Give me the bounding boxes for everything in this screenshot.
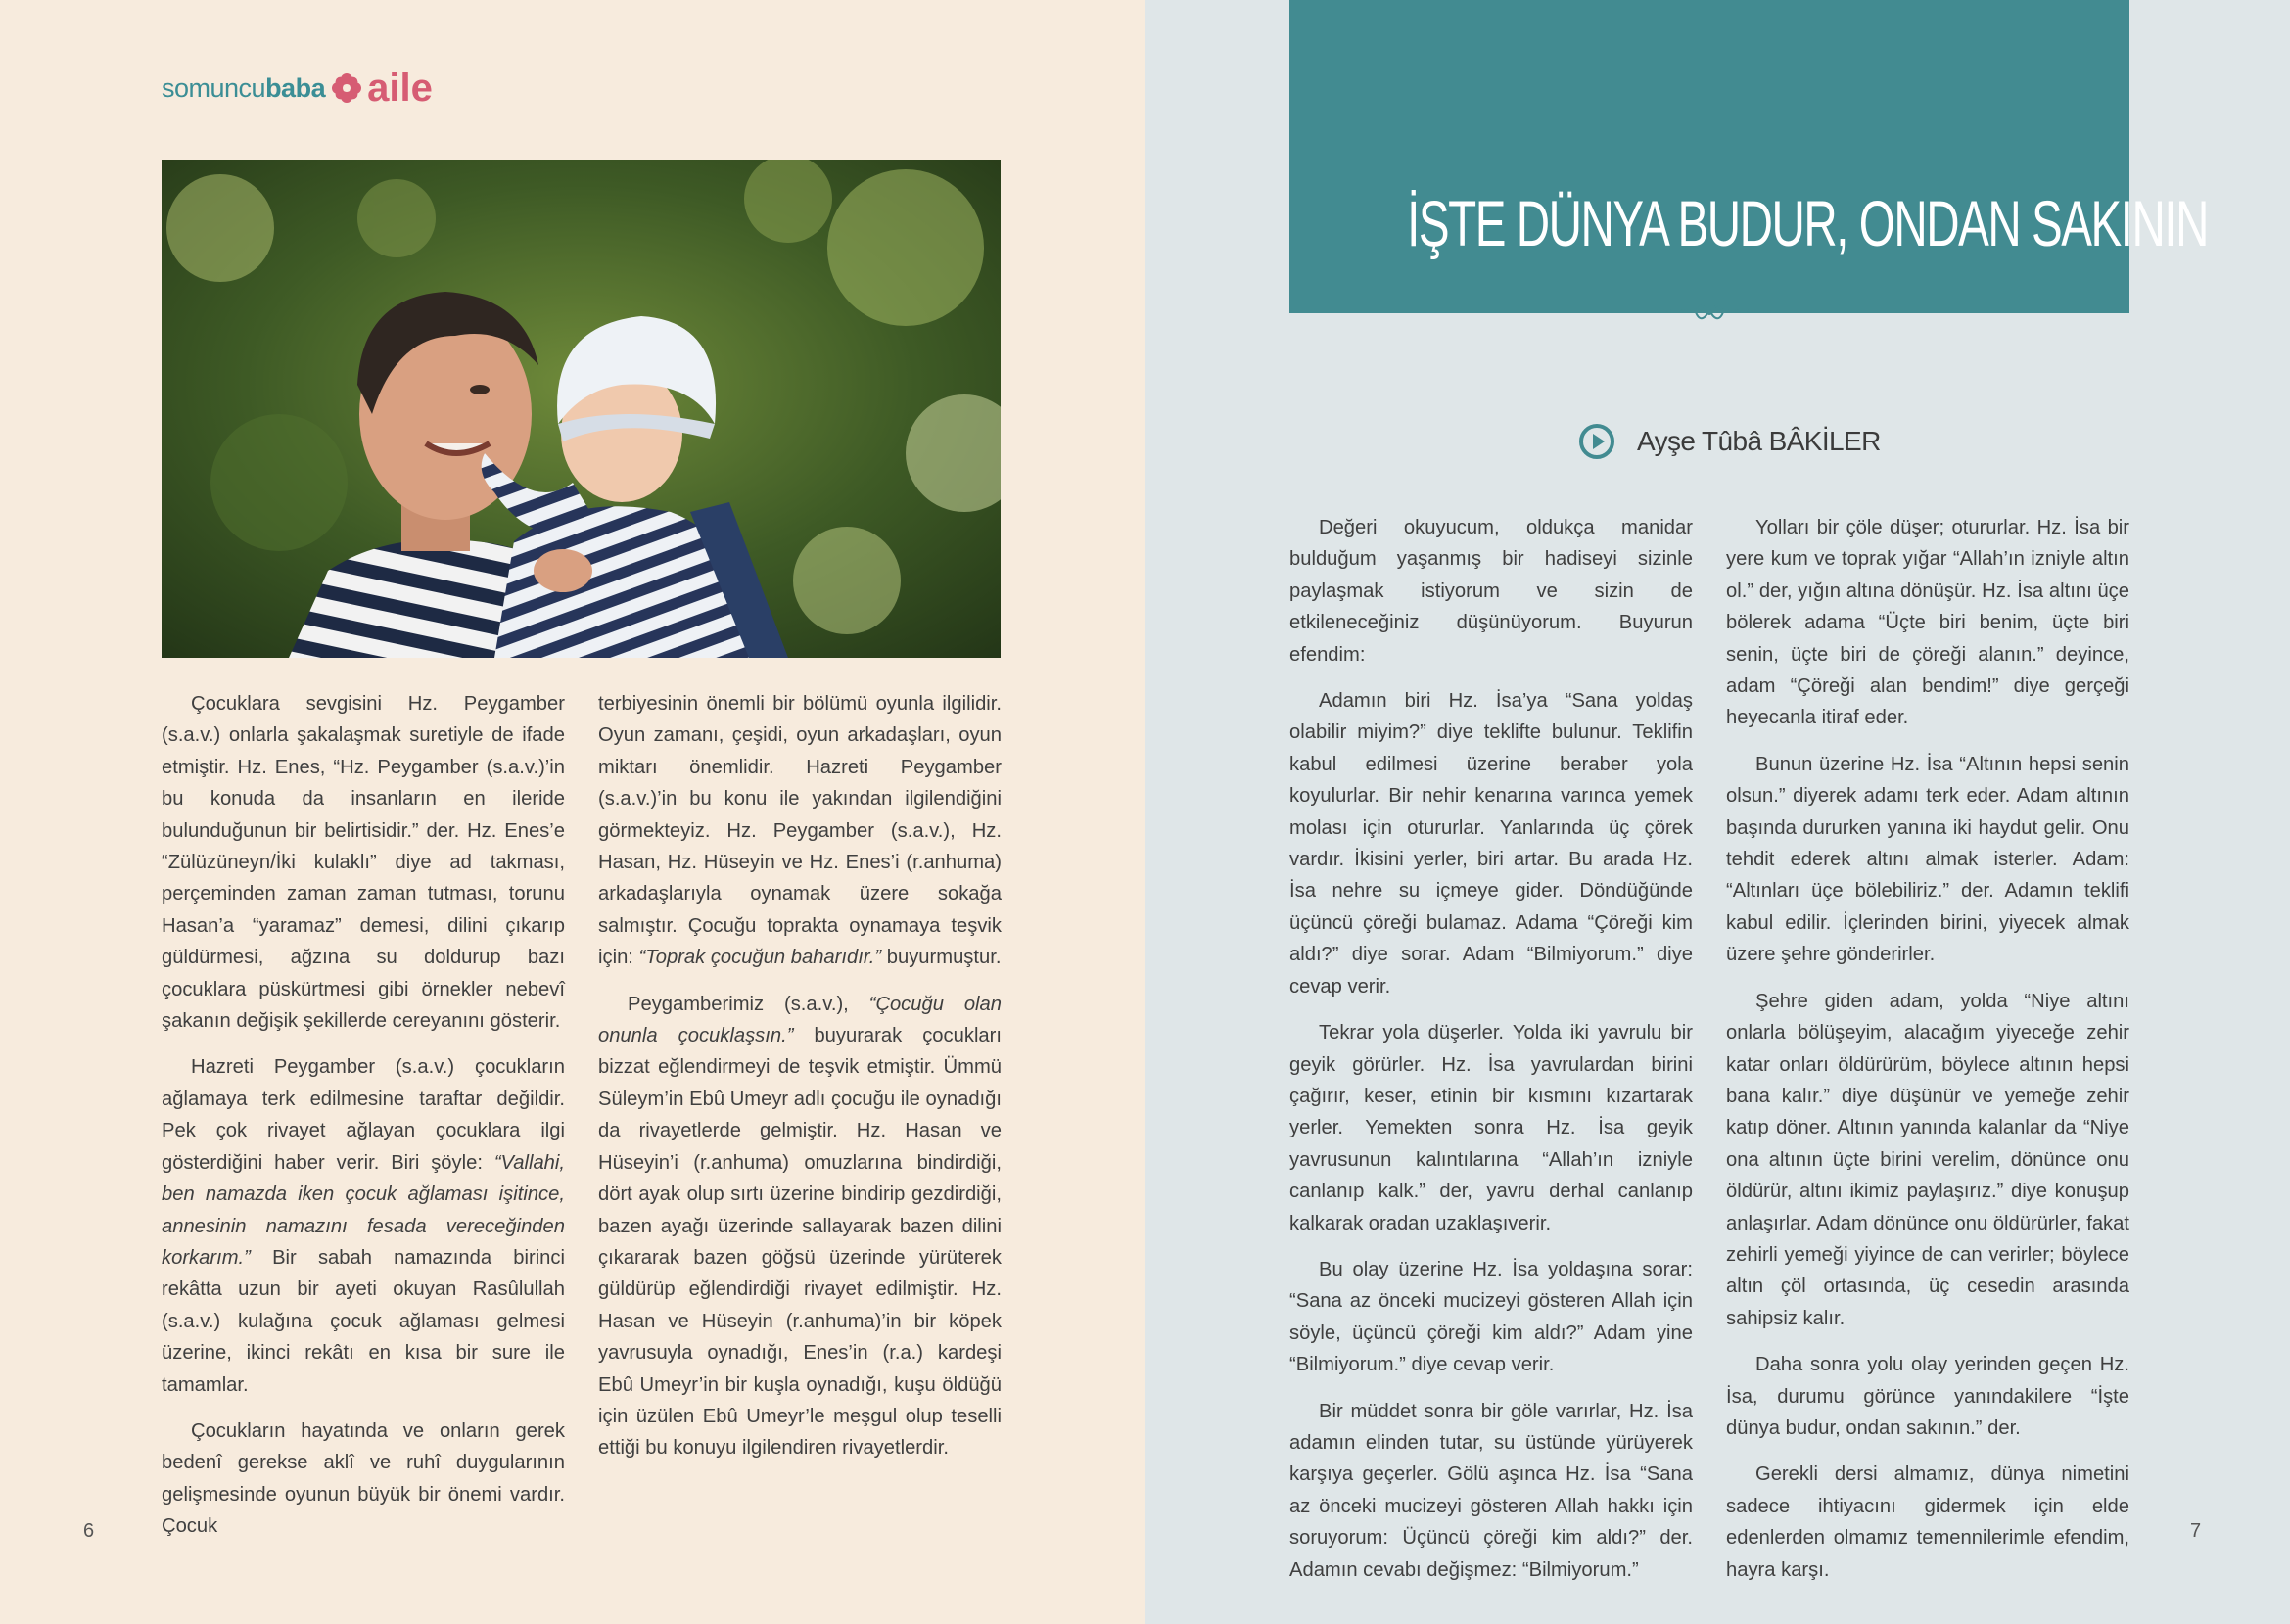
page-number-right: 7: [2190, 1520, 2202, 1542]
text-span: buyurmuştur.: [886, 947, 1002, 969]
father-child-photo: [162, 160, 1001, 658]
left-column-2: [598, 688, 1002, 1464]
text-span: terbiyesinin önemli bir bölümü oyunla ilgilidir. Oyun zamanı, çeşidi, oyun arkadaşları, oyun miktarı önemlidir. Hazreti Peygamber (s.a.v.)’in bu konu ile yakından ilgilendiğini görmekteyiz. Hz. Peygamber (s.a.v.), Hz. Hasan, Hz. Hüseyin ve Hz. Enes’i (r.anhuma) arkadaşlarıyla oynamak üzere sokağa salmıştır. Çocuğu toprakta oynamaya teşvik için:: [598, 693, 1002, 969]
paragraph: [598, 688, 1002, 974]
paragraph: Yolları bir çöle düşer; otururlar. Hz. İsa bir yere kum ve toprak yığar “Allah’ın izniyle altın ol.” der, yığın altına dönüşür. Hz. İsa altını üçe bölerek adama “Üçte biri benim, üçte biri senin, üçte biri de çöreği alanın.” deyince, adam “Çöreği alan bendim!” diye gerçeği heyecanla itiraf eder.: [1726, 517, 2129, 729]
paragraph: [598, 989, 1002, 1464]
title-banner: [1289, 0, 2209, 313]
author-line: [1578, 423, 1881, 460]
quote-italic: “Çocuğu olan onunla çocuklaşsın.”: [598, 993, 1002, 1047]
logo-text-somuncu: somuncu: [162, 72, 266, 103]
paragraph: Bunun üzerine Hz. İsa “Altının hepsi senin olsun.” diyerek adamı terk eder. Adam altının başında dururken yanına iki haydut gelir. Onu tehdit ederek altını almak isterler. Adam: “Altınları üçe bölebiliriz.” der. Adamın teklifi kabul edilir. İçlerinden birini, yiyecek almak üzere şehre gönderirler.: [1726, 753, 2129, 966]
text-span: Peygamberimiz (s.a.v.),: [628, 993, 849, 1015]
paragraph: Şehre giden adam, yolda “Niye altını onlarla bölüşeyim, alacağım yiyeceğe zehir katar onları öldürürüm, böylece altının hepsi bana kalır.” diye düşünür ve yemeğe zehir katıp döner. Altının yanında kalanlar da “Niye ona altının üçte birini verelim, dönünce onu öldürür, altını ikimiz paylaşırız.” diye konuşup anlaşırlar. Adam dönünce onu öldürürler, fakat zehirli yemeği yiyince de can verirler; böylece altın çöl ortasında, üç cesedin arasında sahipsiz kalır.: [1726, 990, 2129, 1329]
paragraph: [162, 1051, 565, 1400]
paragraph: Çocuklara sevgisini Hz. Peygamber (s.a.v.) onlarla şakalaşmak suretiyle de ifade etmiştir. Hz. Enes, “Hz. Peygamber (s.a.v.)’in bu konuda da insanların en ileride bulunduğunun bir belirtisidir.” der. Hz. Enes’e “Zülüzüneyn/İki kulaklı” diye ad takması, perçeminden zaman zaman tutması, torunu Hasan’a “yaramaz” demesi, dilini çıkarıp güldürmesi, ağzına su doldurup bazı çocuklara püskürtmesi gibi örnekler nebevî şakanın değişik şekillerde cereyanını gösterir.: [162, 693, 565, 1033]
logo-text-aile: aile: [367, 67, 433, 110]
paragraph: Değeri okuyucum, oldukça manidar bulduğum yaşanmış bir hadiseyi sizinle paylaşmak istiyorum ve sizin de etkileneceğiniz düşünüyorum. Buyurun efendim:: [1289, 517, 1693, 666]
right-column-2: [1726, 512, 2129, 1586]
right-column-1: [1289, 512, 1693, 1586]
text-span: buyurarak çocukları bizzat eğlendirmeyi de teşvik etmiştir. Ümmü Süleym’in Ebû Umeyr adlı çocuğu ile oynadığı da rivayetlerde gelmiştir. Hz. Hasan ve Hüseyin’i (r.anhuma) omuzlarına bindirdiği, dört ayak olup sırtı üzerine bindirip gezdirdiği, bazen ayağı üzerinde sallayarak bazen dilini çıkararak bazen göğsü üzerinde yürüterek güldürüp eğlendirdiği rivayet edilmiştir. Hz. Hasan ve Hüseyin (r.anhuma)’in bir köpek yavrusuyla oynadığı, Enes’in (r.a.) kardeşi Ebû Umeyr’in bir kuşla oynadığı, kuşu öldüğü için üzülen Ebû Umeyr’le meşgul olup teselli ettiği bu konuyu ilgilendiren rivayetlerdir.: [598, 1025, 1002, 1460]
paragraph: Tekrar yola düşerler. Yolda iki yavrulu bir geyik görürler. Hz. İsa yavrulardan birini çağırır, keser, etinin bir kısmını kızartarak yerler. Yemekten sonra Hz. İsa geyik yavrusunun kalıntılarına “Allah’ın izniyle canlanıp kalk.” der, yavru derhal canlanıp kalkarak oradan uzaklaşıverir.: [1289, 1022, 1693, 1234]
paragraph: Adamın biri Hz. İsa’ya “Sana yoldaş olabilir miyim?” diye teklifte bulunur. Teklifin kabul edilmesi üzerine beraber yola koyulurlar. Bir nehir kenarına varınca yemek molası için otururlar. Yanlarında üç çörek vardır. İkisini yerler, biri artar. Bu arada Hz. İsa nehre su içmeye gider. Döndüğünde üçüncü çöreği bulamaz. Adama “Çöreği kim aldı?” diye sorar. Adam “Bilmiyorum.” diye cevap verir.: [1289, 690, 1693, 998]
article-title: İŞTE DÜNYA BUDUR, ONDAN SAKININ: [1407, 187, 2209, 259]
flower-icon: [331, 72, 362, 104]
paragraph: Bu olay üzerine Hz. İsa yoldaşına sorar: “Sana az önceki mucizeyi gösteren Allah için söyle, üçüncü çöreği kim aldı?” Adam yine “Bilmiyorum.” diye cevap verir.: [1289, 1258, 1693, 1376]
author-name: Ayşe Tûbâ BÂKİLER: [1637, 426, 1881, 456]
paragraph: Gerekli dersi almamız, dünya nimetini sadece ihtiyacını gidermek için elde edenlerden olmamız temennilerimle efendim, hayra karşı.: [1726, 1463, 2129, 1581]
magazine-logo: [162, 69, 433, 108]
play-circle-icon: [1578, 423, 1615, 460]
logo-text-baba: baba: [265, 72, 326, 103]
paragraph: Çocukların hayatında ve onların gerek bedenî gerekse aklî ve ruhî duygularının gelişmesinde oyunun büyük bir önemi vardır. Çocuk: [162, 1419, 565, 1538]
paragraph: Daha sonra yolu olay yerinden geçen Hz. İsa, durumu görünce yanındakilere “İşte dünya budur, ondan sakının.” der.: [1726, 1354, 2129, 1439]
text-span: Hazreti Peygamber (s.a.v.) çocukların ağlamaya terk edilmesine taraftar değildir. Pek çok rivayet ağlayan çocuklara ilgi gösterdiğini haber verir. Biri şöyle:: [162, 1056, 565, 1174]
text-span: Bir sabah namazında birinci rekâtta uzun bir ayeti okuyan Rasûlullah (s.a.v.) kulağına çocuk ağlaması gelmesi üzerine, ikinci rekâtı en kısa bir sure ile tamamlar.: [162, 1246, 565, 1396]
quote-italic: “Vallahi, ben namazda iken çocuk ağlaması işitince, annesinin namazını fesada vereceğinden korkarım.”: [162, 1151, 565, 1269]
ornament-icon: [1645, 300, 1774, 325]
paragraph: Bir müddet sonra bir göle varırlar, Hz. İsa adamın elinden tutar, su üstünde yürüyerek karşıya geçerler. Gölü aşınca Hz. İsa “Sana az önceki mucizeyi gösteren Allah hakkı için soruyorum: Üçüncü çöreği kim aldı?” der. Adamın cevabı değişmez: “Bilmiyorum.”: [1289, 1400, 1693, 1581]
quote-italic: “Toprak çocuğun baharıdır.”: [638, 947, 882, 969]
page-number-left: 6: [83, 1520, 95, 1542]
left-column-1: [162, 688, 565, 1543]
